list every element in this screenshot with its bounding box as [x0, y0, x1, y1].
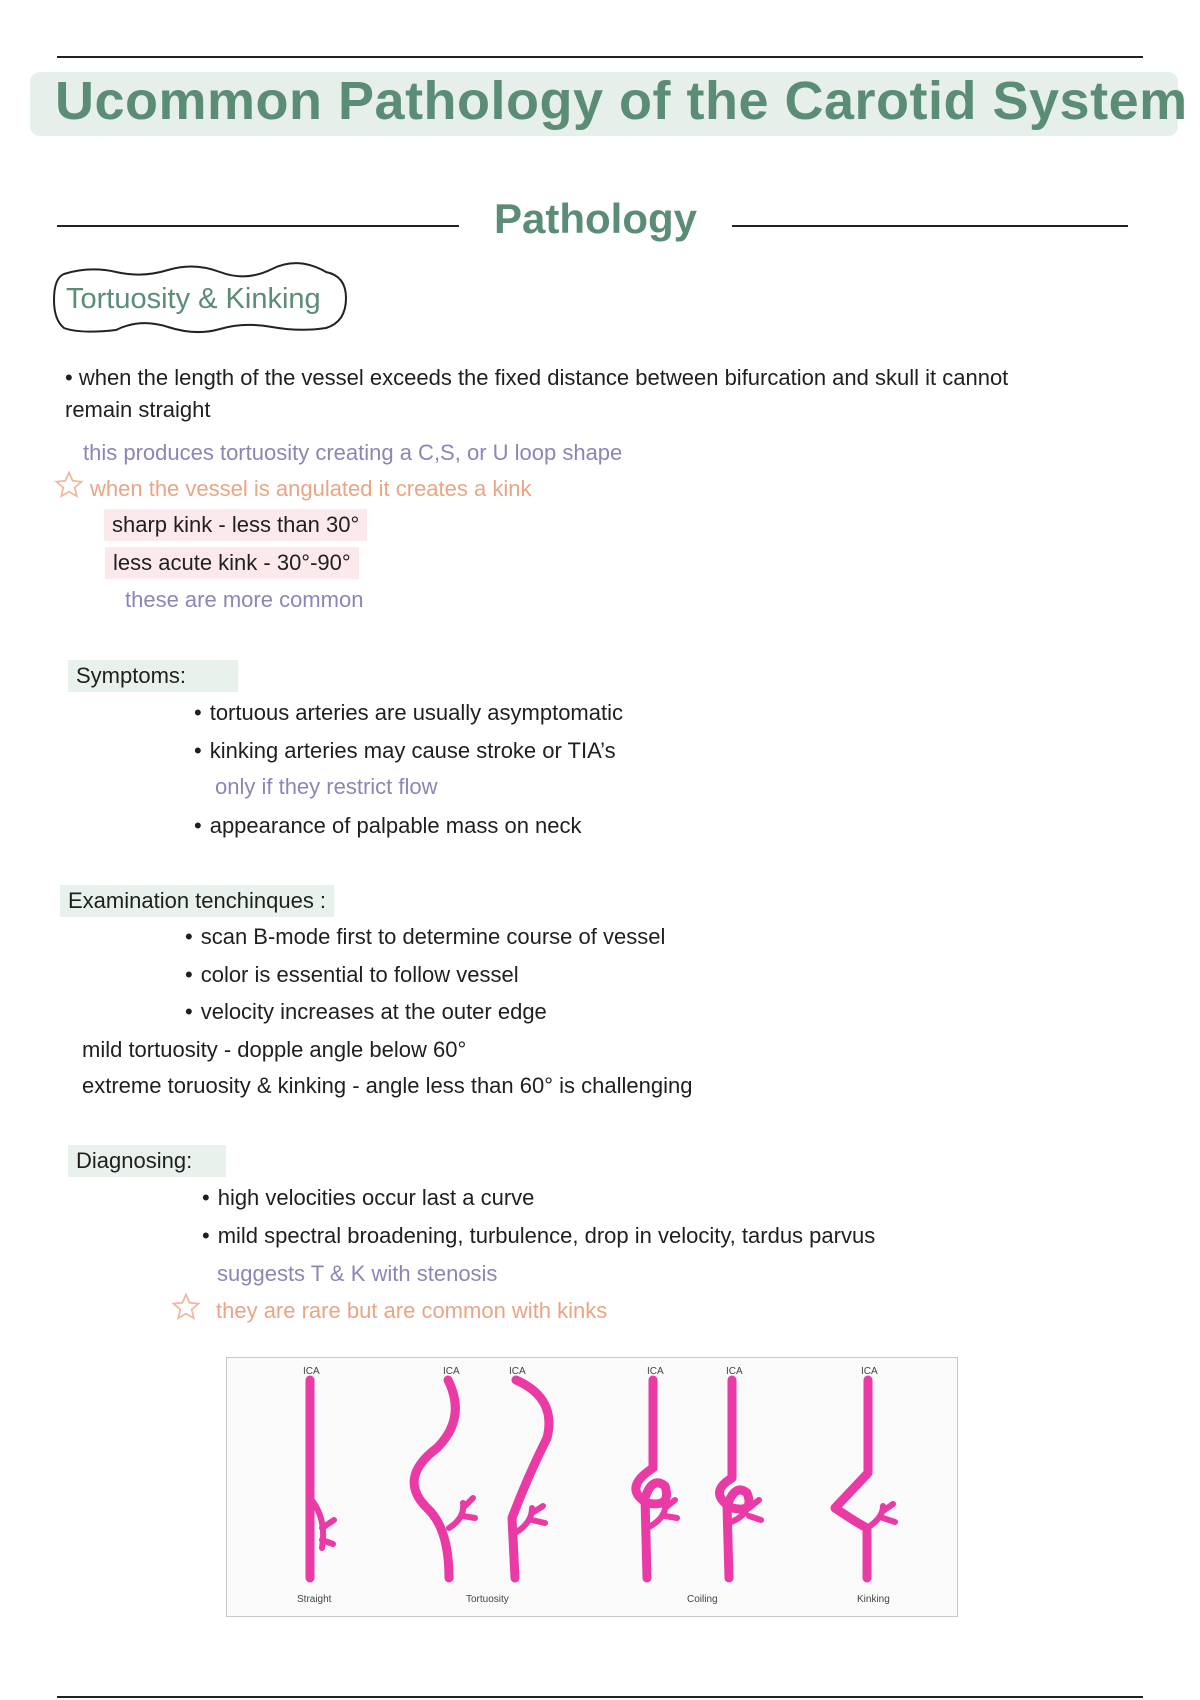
diagnosing-note: suggests T & K with stenosis: [217, 1261, 498, 1286]
diagnosing-item: • mild spectral broadening, turbulence, drop in velocity, tardus parvus: [202, 1220, 875, 1252]
page-title: Ucommon Pathology of the Carotid System: [55, 71, 1188, 131]
symptom-note: only if they restrict flow: [215, 774, 438, 799]
intro-line-2: remain straight: [65, 397, 211, 422]
symptom-item: • kinking arteries may cause stroke or TIA’s: [194, 735, 616, 767]
symptom-item: • tortuous arteries are usually asymptomatic: [194, 697, 623, 729]
section-rule-right: [732, 225, 1128, 227]
caption-straight: Straight: [297, 1594, 332, 1605]
section-heading: Pathology: [494, 195, 698, 242]
common-note: these are more common: [125, 587, 364, 612]
ica-label: ICA: [303, 1366, 320, 1377]
caption-coiling: Coiling: [687, 1594, 718, 1605]
caption-kinking: Kinking: [857, 1594, 890, 1605]
symptom-item: • appearance of palpable mass on neck: [194, 810, 582, 842]
diagnosing-heading: [68, 1145, 226, 1177]
intro-line-1: • when the length of the vessel exceeds the fixed distance between bifurcation and skull it cannot: [65, 365, 1009, 390]
vessel-drawings: [227, 1358, 957, 1616]
exam-item: • scan B-mode first to determine course of vessel: [185, 921, 665, 953]
exam-item: • color is essential to follow vessel: [185, 959, 519, 991]
exam-heading: Examination tenchinques :: [60, 885, 334, 917]
exam-line: extreme toruosity & kinking - angle less than 60° is challenging: [82, 1073, 693, 1098]
topic-label: Tortuosity & Kinking: [66, 283, 321, 315]
symptoms-heading: [68, 660, 238, 692]
kinked-vessel: [835, 1380, 868, 1578]
ica-label: ICA: [443, 1366, 460, 1377]
kink-note: when the vessel is angulated it creates a kink: [90, 476, 532, 501]
less-acute-kink: less acute kink - 30°-90°: [105, 547, 359, 579]
ica-label: ICA: [509, 1366, 526, 1377]
diagnosing-heading-text: Diagnosing:: [76, 1148, 193, 1173]
tortuosity-note: this produces tortuosity creating a C,S, or U loop shape: [83, 440, 623, 465]
top-rule: [57, 56, 1143, 58]
exam-line: mild tortuosity - dopple angle below 60°: [82, 1037, 467, 1062]
branch: [867, 1504, 895, 1528]
symptoms-heading-text: Symptoms:: [76, 663, 187, 688]
branch: [449, 1498, 475, 1528]
tortuous-vessel: [414, 1380, 455, 1578]
coiled-vessel: [720, 1380, 750, 1578]
diagnosing-item: • high velocities occur last a curve: [202, 1182, 534, 1214]
exam-item: • velocity increases at the outer edge: [185, 996, 547, 1028]
ica-label: ICA: [726, 1366, 743, 1377]
section-rule-left: [57, 225, 459, 227]
star-icon: [54, 470, 84, 500]
bottom-rule: [57, 1696, 1143, 1698]
caption-tortuosity: Tortuosity: [466, 1594, 509, 1605]
ica-label: ICA: [861, 1366, 878, 1377]
star-icon: [171, 1292, 201, 1322]
diagnosing-note-2: they are rare but are common with kinks: [216, 1298, 608, 1323]
carotid-variation-figure: [226, 1357, 958, 1617]
sharp-kink: sharp kink - less than 30°: [104, 509, 367, 541]
ica-label: ICA: [647, 1366, 664, 1377]
tortuous-vessel: [512, 1380, 549, 1578]
coiled-vessel: [636, 1380, 667, 1578]
